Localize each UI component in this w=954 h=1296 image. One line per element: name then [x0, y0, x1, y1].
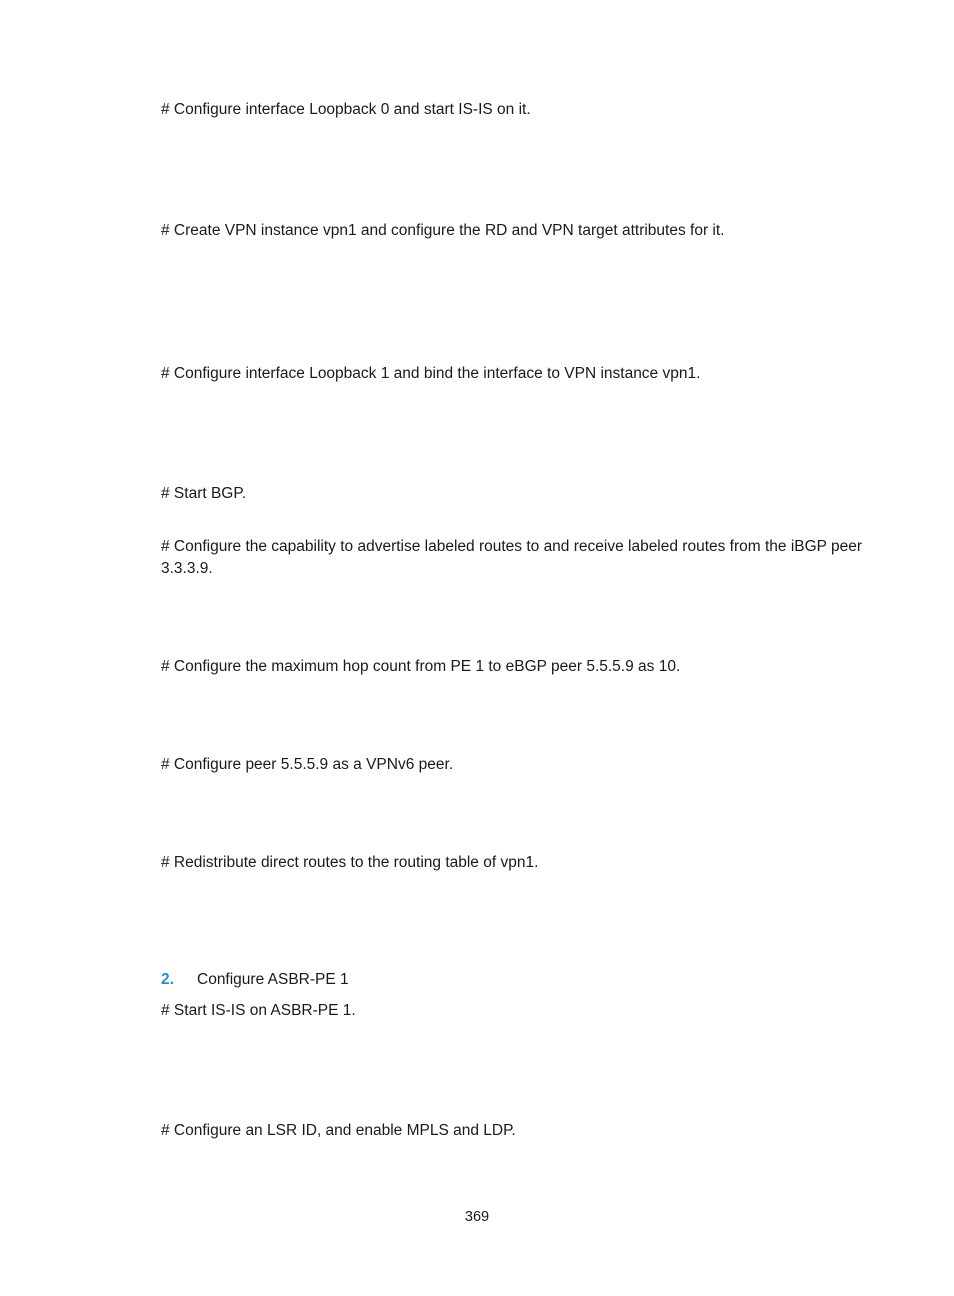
comment-vpnv6-peer: # Configure peer 5.5.5.9 as a VPNv6 peer. [161, 756, 454, 773]
comment-start-isis-asbr: # Start IS-IS on ASBR-PE 1. [161, 1002, 356, 1019]
comment-labeled-routes-ibgp: # Configure the capability to advertise labeled routes to and receive labeled routes from the iBGP peer 3.3.3.9. [161, 538, 863, 577]
comment-max-hop-count: # Configure the maximum hop count from PE 1 to eBGP peer 5.5.5.9 as 10. [161, 658, 681, 675]
comment-loopback1-bind-vpn: # Configure interface Loopback 1 and bind the interface to VPN instance vpn1. [161, 365, 701, 382]
step-heading-asbr-pe1 [161, 969, 349, 991]
comment-loopback0-isis: # Configure interface Loopback 0 and start IS-IS on it. [161, 101, 531, 118]
step-number: 2. [161, 971, 174, 988]
page-number: 369 [464, 1209, 490, 1225]
step-title: Configure ASBR-PE 1 [197, 971, 349, 988]
comment-start-bgp: # Start BGP. [161, 485, 247, 502]
comment-create-vpn-instance: # Create VPN instance vpn1 and configure the RD and VPN target attributes for it. [161, 222, 725, 239]
comment-lsr-id-mpls-ldp: # Configure an LSR ID, and enable MPLS and LDP. [161, 1122, 516, 1139]
comment-redistribute-direct: # Redistribute direct routes to the routing table of vpn1. [161, 854, 539, 871]
